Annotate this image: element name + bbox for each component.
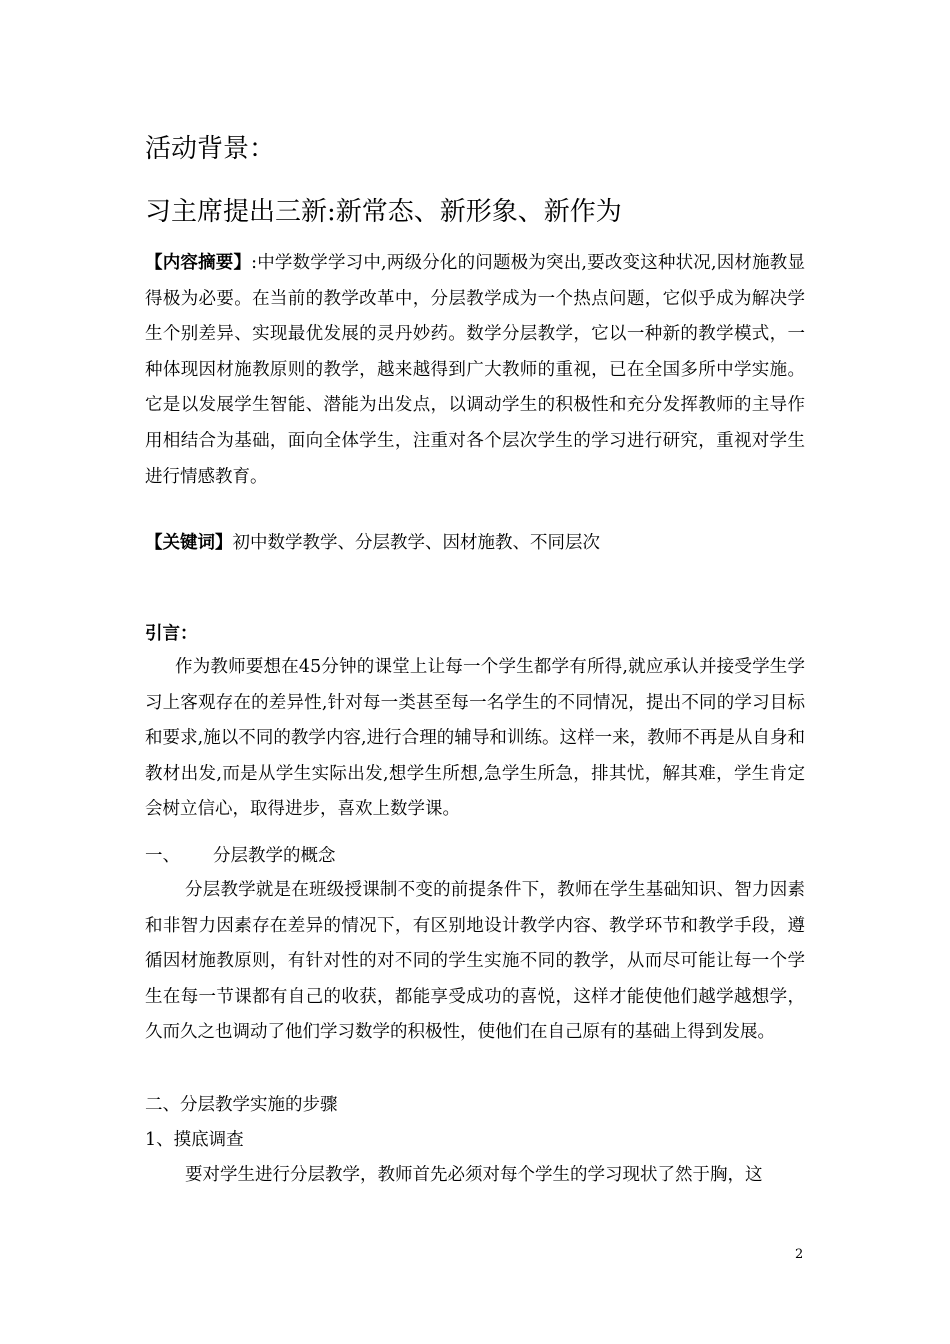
section2-heading: 二、分层教学实施的步骤: [145, 1095, 338, 1115]
section1-paragraph: 分层教学就是在班级授课制不变的前提条件下，教师在学生基础知识、智力因素和非智力因素存在差异的情况下，有区别地设计教学内容、教学环节和教学手段，遵循因材施教原则，有针对性的对不同的学生实施不同的教学，从而尽可能让每一个学生在每一节课都有自己的收获，都能享受成功的喜悦，这样才能使他们越学越想学，久而久之也调动了他们学习数学的积极性，使他们在自己原有的基础上得到发展。: [145, 880, 805, 1043]
section1-heading: [145, 839, 805, 875]
intro-paragraph: 作为教师要想在45分钟的课堂上让每一个学生都学有所得,就应承认并接受学生学习上客观存在的差异性,针对每一类甚至每一名学生的不同情况，提出不同的学习目标和要求,施以不同的教学内容,进行合理的辅导和训练。这样一来，教师不再是从自身和教材出发,而是从学生实际出发,想学生所想,急学生所急，排其忧，解其难，学生肯定会树立信心，取得进步，喜欢上数学课。: [145, 657, 805, 820]
abstract-paragraph: [145, 246, 805, 495]
subsection1-heading: 1、摸底调查: [145, 1130, 244, 1150]
page-number: 2: [795, 1247, 804, 1262]
slogan-heading: 习主席提出三新:新常态、新形象、新作为: [145, 197, 622, 227]
background-heading: 活动背景：: [145, 134, 276, 164]
subsection1-paragraph: 要对学生进行分层教学，教师首先必须对每个学生的学习现状了然于胸，这: [185, 1165, 763, 1185]
keywords-paragraph: [145, 526, 805, 562]
intro-label: 引言：: [145, 624, 198, 644]
section1-number: 一、: [145, 846, 180, 866]
keywords-label: 【关键词】: [145, 533, 233, 553]
abstract-label: 【内容摘要】: [145, 253, 252, 273]
abstract-text: :中学数学学习中,两级分化的问题极为突出,要改变这种状况,因材施教显得极为必要。在当前的教学改革中，分层教学成为一个热点问题，它似乎成为解决学生个别差异、实现最优发展的灵丹妙药。数学分层教学，它以一种新的教学模式，一种体现因材施教原则的教学，越来越得到广大教师的重视，已在全国多所中学实施。它是以发展学生智能、潜能为出发点，以调动学生的积极性和充分发挥教师的主导作用相结合为基础，面向全体学生，注重对各个层次学生的学习进行研究，重视对学生进行情感教育。: [145, 253, 805, 487]
keywords-text: 初中数学教学、分层教学、因材施教、不同层次: [232, 533, 600, 553]
section1-title: 分层教学的概念: [213, 846, 336, 866]
